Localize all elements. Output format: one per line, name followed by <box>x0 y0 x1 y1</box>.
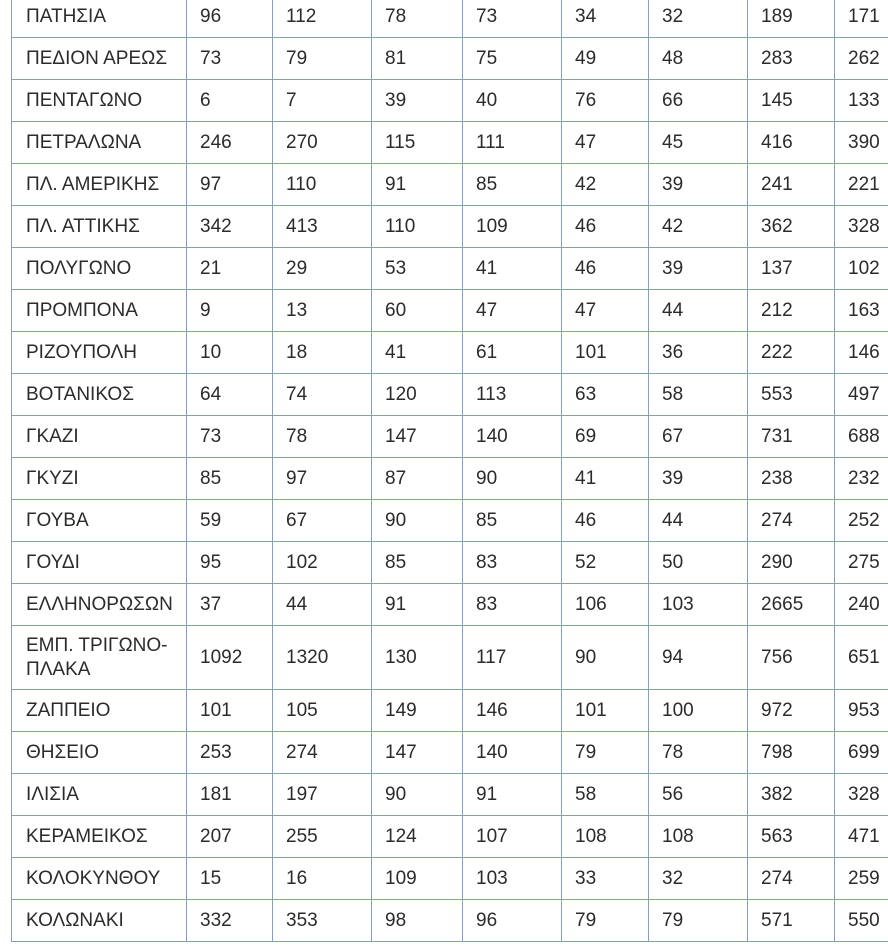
value-cell: 91 <box>372 164 463 206</box>
value-cell: 91 <box>463 774 562 816</box>
value-cell: 34 <box>562 0 649 38</box>
area-name-cell: ΚΕΡΑΜΕΙΚΟΣ <box>12 816 187 858</box>
value-cell: 29 <box>273 248 372 290</box>
table-row <box>12 248 888 290</box>
area-name-cell: ΚΟΛΟΚΥΝΘΟΥ <box>12 858 187 900</box>
value-cell: 238 <box>748 458 835 500</box>
value-cell: 106 <box>562 584 649 626</box>
value-cell: 50 <box>649 542 748 584</box>
value-cell: 253 <box>187 732 273 774</box>
value-cell: 9 <box>187 290 273 332</box>
value-cell: 124 <box>372 816 463 858</box>
value-cell: 90 <box>372 500 463 542</box>
value-cell: 87 <box>372 458 463 500</box>
value-cell: 108 <box>649 816 748 858</box>
value-cell: 103 <box>649 584 748 626</box>
value-cell: 110 <box>372 206 463 248</box>
value-cell: 44 <box>649 500 748 542</box>
value-cell: 47 <box>463 290 562 332</box>
value-cell: 95 <box>187 542 273 584</box>
value-cell: 133 <box>835 80 888 122</box>
value-cell: 67 <box>649 416 748 458</box>
value-cell: 105 <box>273 690 372 732</box>
area-name-cell: ΕΜΠ. ΤΡΙΓΩΝΟ-ΠΛΑΚΑ <box>12 626 187 690</box>
value-cell: 83 <box>463 542 562 584</box>
value-cell: 2665 <box>748 584 835 626</box>
value-cell: 76 <box>562 80 649 122</box>
data-table-container <box>11 0 888 942</box>
value-cell: 274 <box>748 858 835 900</box>
table-row <box>12 416 888 458</box>
table-row <box>12 458 888 500</box>
value-cell: 471 <box>835 816 888 858</box>
area-name-cell: ΠΕΝΤΑΓΩΝΟ <box>12 80 187 122</box>
value-cell: 101 <box>562 690 649 732</box>
table-row <box>12 332 888 374</box>
value-cell: 46 <box>562 206 649 248</box>
value-cell: 699 <box>835 732 888 774</box>
value-cell: 112 <box>273 0 372 38</box>
value-cell: 41 <box>562 458 649 500</box>
value-cell: 109 <box>463 206 562 248</box>
value-cell: 78 <box>273 416 372 458</box>
value-cell: 571 <box>748 900 835 942</box>
value-cell: 18 <box>273 332 372 374</box>
table-row <box>12 500 888 542</box>
table-row <box>12 0 888 38</box>
value-cell: 78 <box>372 0 463 38</box>
value-cell: 212 <box>748 290 835 332</box>
table-row <box>12 690 888 732</box>
value-cell: 553 <box>748 374 835 416</box>
table-row <box>12 80 888 122</box>
value-cell: 102 <box>273 542 372 584</box>
value-cell: 651 <box>835 626 888 690</box>
value-cell: 147 <box>372 732 463 774</box>
value-cell: 328 <box>835 206 888 248</box>
value-cell: 140 <box>463 416 562 458</box>
value-cell: 100 <box>649 690 748 732</box>
value-cell: 181 <box>187 774 273 816</box>
value-cell: 756 <box>748 626 835 690</box>
table-row <box>12 626 888 690</box>
value-cell: 59 <box>187 500 273 542</box>
area-name-cell: ΡΙΖΟΥΠΟΛΗ <box>12 332 187 374</box>
value-cell: 74 <box>273 374 372 416</box>
value-cell: 171 <box>835 0 888 38</box>
value-cell: 6 <box>187 80 273 122</box>
value-cell: 47 <box>562 122 649 164</box>
value-cell: 103 <box>463 858 562 900</box>
area-name-cell: ΠΕΔΙΟΝ ΑΡΕΩΣ <box>12 38 187 80</box>
value-cell: 275 <box>835 542 888 584</box>
value-cell: 81 <box>372 38 463 80</box>
value-cell: 262 <box>835 38 888 80</box>
area-name-cell: ΠΛ. ΑΤΤΙΚΗΣ <box>12 206 187 248</box>
value-cell: 413 <box>273 206 372 248</box>
value-cell: 73 <box>187 38 273 80</box>
area-name-cell: ΓΚΑΖΙ <box>12 416 187 458</box>
value-cell: 98 <box>372 900 463 942</box>
value-cell: 798 <box>748 732 835 774</box>
value-cell: 41 <box>463 248 562 290</box>
value-cell: 147 <box>372 416 463 458</box>
value-cell: 40 <box>463 80 562 122</box>
value-cell: 53 <box>372 248 463 290</box>
value-cell: 107 <box>463 816 562 858</box>
neighborhood-data-table <box>11 0 888 942</box>
value-cell: 90 <box>463 458 562 500</box>
value-cell: 79 <box>649 900 748 942</box>
value-cell: 64 <box>187 374 273 416</box>
value-cell: 101 <box>562 332 649 374</box>
value-cell: 94 <box>649 626 748 690</box>
table-row <box>12 290 888 332</box>
table-row <box>12 732 888 774</box>
table-row <box>12 206 888 248</box>
table-row <box>12 584 888 626</box>
value-cell: 101 <box>187 690 273 732</box>
table-row <box>12 542 888 584</box>
area-name-cell: ΒΟΤΑΝΙΚΟΣ <box>12 374 187 416</box>
value-cell: 117 <box>463 626 562 690</box>
area-name-cell: ΚΟΛΩΝΑΚΙ <box>12 900 187 942</box>
value-cell: 83 <box>463 584 562 626</box>
value-cell: 39 <box>649 458 748 500</box>
value-cell: 497 <box>835 374 888 416</box>
value-cell: 48 <box>649 38 748 80</box>
value-cell: 163 <box>835 290 888 332</box>
value-cell: 79 <box>273 38 372 80</box>
value-cell: 96 <box>187 0 273 38</box>
value-cell: 382 <box>748 774 835 816</box>
value-cell: 1320 <box>273 626 372 690</box>
value-cell: 32 <box>649 858 748 900</box>
value-cell: 90 <box>372 774 463 816</box>
value-cell: 60 <box>372 290 463 332</box>
value-cell: 197 <box>273 774 372 816</box>
value-cell: 137 <box>748 248 835 290</box>
value-cell: 85 <box>463 500 562 542</box>
value-cell: 290 <box>748 542 835 584</box>
area-name-cell: ΠΑΤΗΣΙΑ <box>12 0 187 38</box>
value-cell: 10 <box>187 332 273 374</box>
value-cell: 270 <box>273 122 372 164</box>
value-cell: 16 <box>273 858 372 900</box>
value-cell: 563 <box>748 816 835 858</box>
table-row <box>12 374 888 416</box>
value-cell: 221 <box>835 164 888 206</box>
value-cell: 75 <box>463 38 562 80</box>
value-cell: 58 <box>562 774 649 816</box>
area-name-cell: ΘΗΣΕΙΟ <box>12 732 187 774</box>
value-cell: 61 <box>463 332 562 374</box>
value-cell: 32 <box>649 0 748 38</box>
value-cell: 85 <box>372 542 463 584</box>
value-cell: 46 <box>562 500 649 542</box>
value-cell: 332 <box>187 900 273 942</box>
value-cell: 120 <box>372 374 463 416</box>
area-name-cell: ΠΟΛΥΓΩΝΟ <box>12 248 187 290</box>
value-cell: 13 <box>273 290 372 332</box>
value-cell: 73 <box>187 416 273 458</box>
value-cell: 241 <box>748 164 835 206</box>
value-cell: 79 <box>562 900 649 942</box>
value-cell: 240 <box>835 584 888 626</box>
value-cell: 67 <box>273 500 372 542</box>
value-cell: 58 <box>649 374 748 416</box>
value-cell: 146 <box>835 332 888 374</box>
value-cell: 41 <box>372 332 463 374</box>
value-cell: 56 <box>649 774 748 816</box>
value-cell: 246 <box>187 122 273 164</box>
value-cell: 731 <box>748 416 835 458</box>
value-cell: 688 <box>835 416 888 458</box>
value-cell: 189 <box>748 0 835 38</box>
value-cell: 39 <box>372 80 463 122</box>
table-row <box>12 38 888 80</box>
value-cell: 63 <box>562 374 649 416</box>
table-row <box>12 122 888 164</box>
value-cell: 46 <box>562 248 649 290</box>
value-cell: 146 <box>463 690 562 732</box>
value-cell: 149 <box>372 690 463 732</box>
value-cell: 274 <box>273 732 372 774</box>
value-cell: 44 <box>649 290 748 332</box>
area-name-cell: ΕΛΛΗΝΟΡΩΣΩΝ <box>12 584 187 626</box>
table-row <box>12 858 888 900</box>
value-cell: 73 <box>463 0 562 38</box>
value-cell: 44 <box>273 584 372 626</box>
value-cell: 33 <box>562 858 649 900</box>
value-cell: 353 <box>273 900 372 942</box>
value-cell: 45 <box>649 122 748 164</box>
value-cell: 232 <box>835 458 888 500</box>
value-cell: 102 <box>835 248 888 290</box>
value-cell: 97 <box>273 458 372 500</box>
value-cell: 108 <box>562 816 649 858</box>
value-cell: 342 <box>187 206 273 248</box>
value-cell: 109 <box>372 858 463 900</box>
table-body <box>12 0 888 942</box>
value-cell: 259 <box>835 858 888 900</box>
table-row <box>12 774 888 816</box>
value-cell: 15 <box>187 858 273 900</box>
table-row <box>12 900 888 942</box>
value-cell: 42 <box>649 206 748 248</box>
value-cell: 85 <box>187 458 273 500</box>
area-name-cell: ΙΛΙΣΙΑ <box>12 774 187 816</box>
area-name-cell: ΓΟΥΒΑ <box>12 500 187 542</box>
value-cell: 111 <box>463 122 562 164</box>
value-cell: 362 <box>748 206 835 248</box>
value-cell: 52 <box>562 542 649 584</box>
value-cell: 207 <box>187 816 273 858</box>
value-cell: 222 <box>748 332 835 374</box>
value-cell: 130 <box>372 626 463 690</box>
value-cell: 97 <box>187 164 273 206</box>
value-cell: 550 <box>835 900 888 942</box>
value-cell: 36 <box>649 332 748 374</box>
value-cell: 274 <box>748 500 835 542</box>
value-cell: 79 <box>562 732 649 774</box>
value-cell: 145 <box>748 80 835 122</box>
value-cell: 21 <box>187 248 273 290</box>
value-cell: 96 <box>463 900 562 942</box>
value-cell: 140 <box>463 732 562 774</box>
value-cell: 252 <box>835 500 888 542</box>
area-name-cell: ΓΚΥΖΙ <box>12 458 187 500</box>
value-cell: 91 <box>372 584 463 626</box>
value-cell: 47 <box>562 290 649 332</box>
area-name-cell: ΠΕΤΡΑΛΩΝΑ <box>12 122 187 164</box>
value-cell: 255 <box>273 816 372 858</box>
value-cell: 85 <box>463 164 562 206</box>
value-cell: 283 <box>748 38 835 80</box>
value-cell: 110 <box>273 164 372 206</box>
value-cell: 49 <box>562 38 649 80</box>
value-cell: 328 <box>835 774 888 816</box>
value-cell: 115 <box>372 122 463 164</box>
value-cell: 972 <box>748 690 835 732</box>
area-name-cell: ΠΡΟΜΠΟΝΑ <box>12 290 187 332</box>
value-cell: 113 <box>463 374 562 416</box>
value-cell: 37 <box>187 584 273 626</box>
value-cell: 1092 <box>187 626 273 690</box>
value-cell: 390 <box>835 122 888 164</box>
value-cell: 39 <box>649 164 748 206</box>
table-row <box>12 816 888 858</box>
value-cell: 39 <box>649 248 748 290</box>
value-cell: 953 <box>835 690 888 732</box>
value-cell: 7 <box>273 80 372 122</box>
value-cell: 69 <box>562 416 649 458</box>
value-cell: 66 <box>649 80 748 122</box>
area-name-cell: ΠΛ. ΑΜΕΡΙΚΗΣ <box>12 164 187 206</box>
area-name-cell: ΓΟΥΔΙ <box>12 542 187 584</box>
area-name-cell: ΖΑΠΠΕΙΟ <box>12 690 187 732</box>
value-cell: 416 <box>748 122 835 164</box>
table-row <box>12 164 888 206</box>
value-cell: 90 <box>562 626 649 690</box>
value-cell: 78 <box>649 732 748 774</box>
value-cell: 42 <box>562 164 649 206</box>
